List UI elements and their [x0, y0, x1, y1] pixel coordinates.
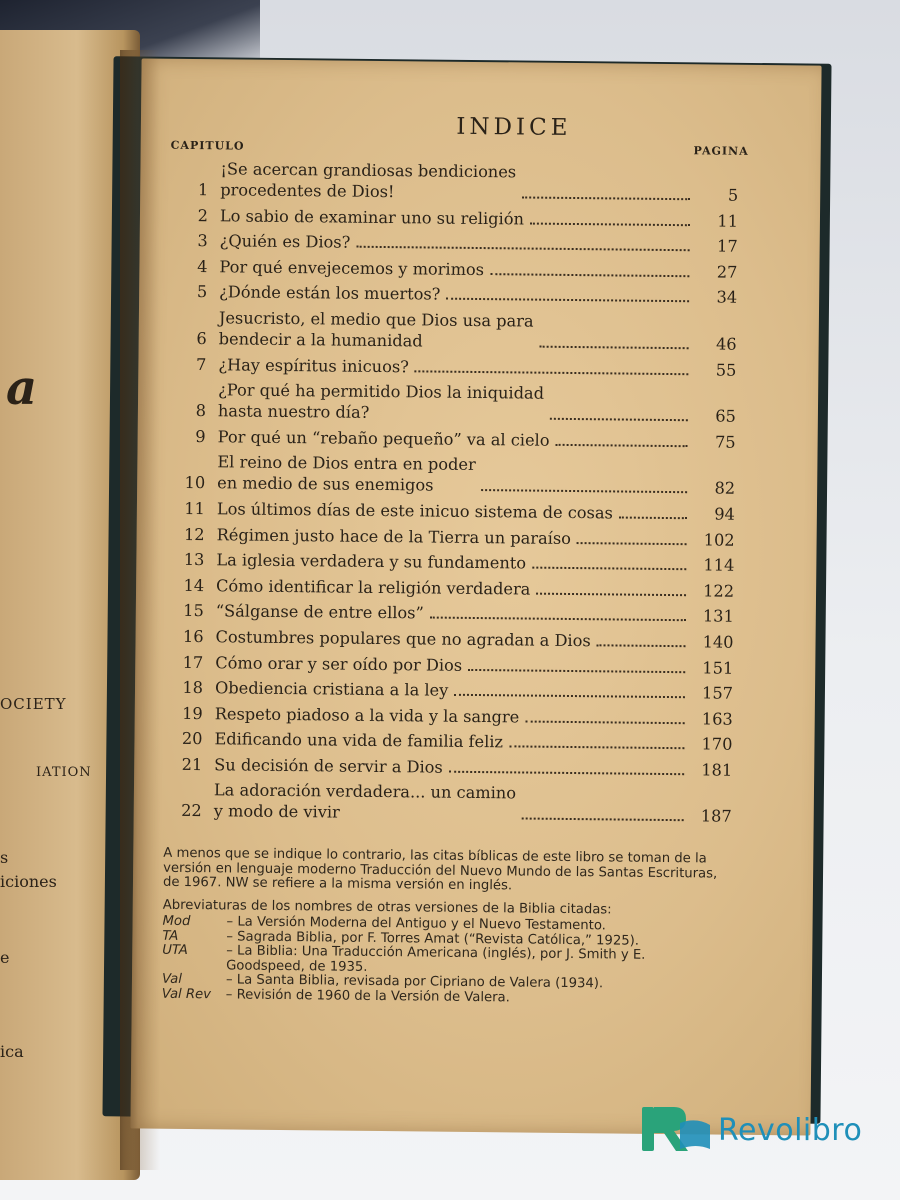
toc-entry [163, 677, 733, 704]
chapter-title: Su decisión de servir a Dios [214, 755, 443, 777]
chapter-line [217, 524, 693, 550]
chapter-line [214, 780, 690, 827]
chapter-line [216, 575, 692, 601]
toc-entry [163, 651, 733, 678]
toc-entry [167, 256, 737, 283]
dot-leader [532, 567, 686, 571]
chapter-line [215, 626, 691, 652]
page-number: 140 [702, 632, 734, 652]
notes-paragraph: A menos que se indique lo contrario, las citas bíblicas de este libro se toman de la versión en lenguaje moderno Traducción del Nuevo Mundo de las Santas Escrituras, de 1967. NW se refiere a la misma versión en inglés. [162, 845, 718, 894]
index-page [130, 58, 821, 1135]
chapter-line [219, 256, 695, 282]
dot-leader [454, 694, 685, 698]
toc-entry [168, 204, 738, 231]
chapter-line [219, 282, 695, 308]
chapter-number: 6 [196, 329, 207, 349]
chapter-column-header: CAPITULO [170, 138, 245, 153]
chapter-number: 4 [197, 256, 208, 276]
chapter-number: 17 [182, 652, 204, 672]
chapter-title-cell [219, 307, 695, 354]
left-page-fragment: iciones [0, 872, 57, 891]
chapter-title-cell [215, 626, 691, 652]
chapter-title: Por qué envejecemos y morimos [219, 257, 485, 279]
abbreviation-code: TA [162, 928, 179, 944]
index-entries [162, 158, 739, 827]
page-number: 46 [715, 334, 737, 354]
chapter-title: ¿Hay espíritus inicuos? [218, 354, 409, 376]
toc-entry [168, 158, 738, 206]
chapter-number: 5 [196, 282, 208, 302]
abbreviations-intro: Abreviaturas de los nombres de otras versiones de la Biblia citadas: [162, 897, 612, 917]
abbreviation-description: – Sagrada Biblia, por F. Torres Amat (“Revista Católica,” 1925). [226, 928, 640, 949]
chapter-number: 8 [195, 401, 207, 421]
page-number: 17 [716, 236, 738, 256]
chapter-number: 19 [182, 703, 203, 723]
chapter-number: 13 [183, 550, 205, 570]
chapter-title-cell [215, 677, 691, 703]
dot-leader [481, 489, 687, 493]
toc-entry [165, 523, 735, 550]
left-page-fragment: OCIETY [0, 695, 67, 713]
chapter-line [217, 498, 693, 524]
toc-entry [166, 353, 736, 380]
chapter-title: La iglesia verdadera y su fundamento [216, 550, 527, 573]
page-number: 187 [700, 806, 732, 827]
chapter-number: 2 [197, 205, 209, 225]
chapter-line [218, 354, 694, 380]
book-gutter-shadow [120, 50, 160, 1170]
toc-entry [165, 451, 735, 499]
chapter-line [220, 230, 696, 256]
toc-entry [162, 754, 732, 781]
toc-entry [162, 779, 732, 827]
chapter-line [220, 205, 696, 231]
page-number: 65 [715, 406, 737, 426]
abbreviation-description: – La Biblia: Una Traducción Americana (inglés), por J. Smith y E. Goodspeed, de 1935. [226, 943, 646, 975]
chapter-number: 1 [197, 180, 209, 200]
logo-mark-icon [640, 1103, 712, 1157]
page-number: 55 [715, 360, 737, 380]
left-page-fragment: s [0, 848, 9, 867]
page-number: 75 [714, 432, 736, 452]
chapter-line [216, 601, 692, 627]
page-number: 122 [703, 581, 735, 601]
chapter-title: La adoración verdadera... un camino y modo de vivir [213, 780, 517, 823]
dot-leader [522, 196, 690, 200]
chapter-title: Lo sabio de examinar uno su religión [219, 205, 525, 229]
abbreviation-code: UTA [162, 942, 188, 959]
chapter-title-cell [214, 754, 690, 780]
dot-leader [597, 644, 686, 647]
page-number: 114 [703, 555, 735, 575]
chapter-title: ¿Por qué ha permitido Dios la iniquidad hasta nuestro día? [217, 380, 545, 423]
dot-leader [415, 370, 689, 375]
chapter-title-cell [219, 256, 695, 282]
left-page-fragment: IATION [36, 765, 92, 780]
chapter-title-cell [219, 282, 695, 308]
dot-leader [449, 771, 684, 775]
dot-leader [468, 668, 685, 672]
chapter-title: “Sálganse de entre ellos” [215, 601, 424, 623]
chapter-number: 18 [182, 678, 204, 698]
chapter-line [214, 754, 690, 780]
toc-entry [164, 574, 734, 601]
dot-leader [522, 818, 684, 822]
dot-leader [619, 516, 687, 519]
chapter-title: Cómo identificar la religión verdadera [216, 575, 531, 599]
chapter-number: 22 [181, 801, 202, 821]
chapter-title: Respeto piadoso a la vida y la sangre [214, 703, 520, 727]
dot-leader [536, 592, 686, 596]
chapter-number: 11 [184, 498, 206, 519]
chapter-title-cell [216, 549, 692, 575]
chapter-title: Obediencia cristiana a la ley [214, 678, 449, 700]
left-page-fragment: ica [0, 1042, 24, 1061]
chapter-number: 7 [196, 354, 207, 374]
toc-entry [163, 626, 733, 653]
chapter-title: Costumbres populares que no agradan a Dios [215, 627, 591, 651]
chapter-title: ¿Quién es Dios? [219, 231, 351, 252]
page-number: 170 [701, 734, 733, 754]
dot-leader [550, 418, 688, 421]
dot-leader [446, 298, 689, 303]
dot-leader [430, 617, 686, 622]
chapter-line [218, 426, 694, 452]
dot-leader [539, 346, 688, 350]
page-number: 151 [702, 657, 734, 678]
toc-entry [168, 230, 738, 257]
page-number: 94 [714, 504, 735, 524]
chapter-title: Cómo orar y ser oído por Dios [215, 652, 463, 675]
chapter-title-cell [218, 354, 694, 380]
toc-entry [164, 600, 734, 627]
chapter-line [216, 549, 692, 575]
abbreviation-code: Val Rev [161, 986, 212, 1002]
page-number: 157 [702, 683, 734, 703]
page-number: 181 [701, 760, 733, 780]
chapter-title: ¡Se acercan grandiosas bendiciones procedentes de Dios! [220, 159, 517, 202]
chapter-title-cell [217, 498, 693, 524]
page-number: 5 [727, 185, 739, 205]
dot-leader [525, 720, 685, 724]
chapter-number: 10 [184, 473, 206, 493]
page-number: 163 [701, 709, 733, 729]
chapter-line [214, 729, 690, 755]
dot-leader [555, 444, 687, 447]
chapter-line [215, 703, 691, 729]
page-title: INDICE [456, 113, 572, 141]
chapter-line [218, 379, 694, 426]
dot-leader [490, 273, 689, 277]
chapter-number: 12 [183, 524, 205, 544]
toc-entry [166, 425, 736, 452]
chapter-title-cell [220, 158, 696, 205]
toc-entry [163, 702, 733, 729]
chapter-title: Edificando una vida de familia feliz [214, 729, 504, 752]
chapter-title: ¿Dónde están los muertos? [219, 282, 441, 304]
page-column-header: PAGINA [693, 144, 749, 158]
chapter-line [219, 307, 695, 354]
chapter-title-cell [217, 452, 693, 499]
toc-entry [167, 307, 737, 355]
abbreviation-description: – Revisión de 1960 de la Versión de Valera. [225, 986, 510, 1005]
chapter-number: 16 [182, 626, 204, 647]
toc-entry [162, 728, 732, 755]
page-number: 27 [716, 262, 738, 282]
dot-leader [530, 222, 690, 226]
chapter-line [215, 652, 691, 678]
chapter-title: Los últimos días de este inicuo sistema de cosas [216, 499, 613, 523]
chapter-title-cell [216, 575, 692, 601]
chapter-title: Por qué un “rebaño pequeño” va al cielo [217, 427, 550, 450]
toc-entry [166, 379, 736, 427]
chapter-title-cell [217, 524, 693, 550]
chapter-title-cell [214, 729, 690, 755]
chapter-title-cell [215, 703, 691, 729]
chapter-number: 20 [181, 729, 203, 749]
chapter-number: 3 [197, 231, 208, 251]
page-number: 82 [714, 478, 736, 499]
page-number: 131 [702, 606, 734, 627]
index-content [162, 111, 749, 832]
watermark-logo [640, 1103, 862, 1157]
page-number: 34 [716, 287, 738, 308]
chapter-title-cell [220, 205, 696, 231]
chapter-title-cell [216, 601, 692, 627]
toc-entry [167, 281, 737, 308]
left-page-fragment: a [6, 360, 38, 416]
chapter-title: Jesucristo, el medio que Dios usa para bendecir a la humanidad [218, 308, 534, 351]
abbreviation-description: – La Santa Biblia, revisada por Cipriano de Valera (1934). [225, 972, 604, 992]
chapter-number: 21 [181, 754, 203, 775]
chapter-title-cell [214, 780, 690, 827]
chapter-line [220, 158, 696, 205]
page-number: 102 [703, 529, 735, 550]
left-page-fragment: e [0, 948, 10, 967]
chapter-title: Régimen justo hace de la Tierra un paraíso [216, 524, 572, 548]
dot-leader [509, 746, 684, 750]
chapter-number: 15 [183, 601, 204, 621]
dot-leader [356, 246, 689, 251]
chapter-title-cell [215, 652, 691, 678]
chapter-title-cell [218, 379, 694, 426]
chapter-title: El reino de Dios entra en poder en medio de sus enemigos [217, 452, 476, 495]
abbreviation-code: Mod [162, 913, 191, 930]
abbreviation-description: – La Versión Moderna del Antiguo y el Nuevo Testamento. [226, 914, 606, 934]
chapter-number: 9 [195, 426, 206, 446]
logo-wordmark: Revolibro [718, 1112, 863, 1148]
toc-entry [164, 549, 734, 576]
toc-entry [165, 498, 735, 525]
notes-section [162, 847, 724, 1008]
dot-leader [577, 542, 687, 545]
chapter-title-cell [218, 426, 694, 452]
chapter-line [217, 452, 693, 499]
chapter-number: 14 [183, 575, 205, 595]
abbreviations-list [162, 915, 723, 1008]
abbreviation-code: Val [161, 971, 182, 987]
page-number: 11 [717, 211, 739, 231]
chapter-line [215, 677, 691, 703]
chapter-title-cell [220, 230, 696, 256]
